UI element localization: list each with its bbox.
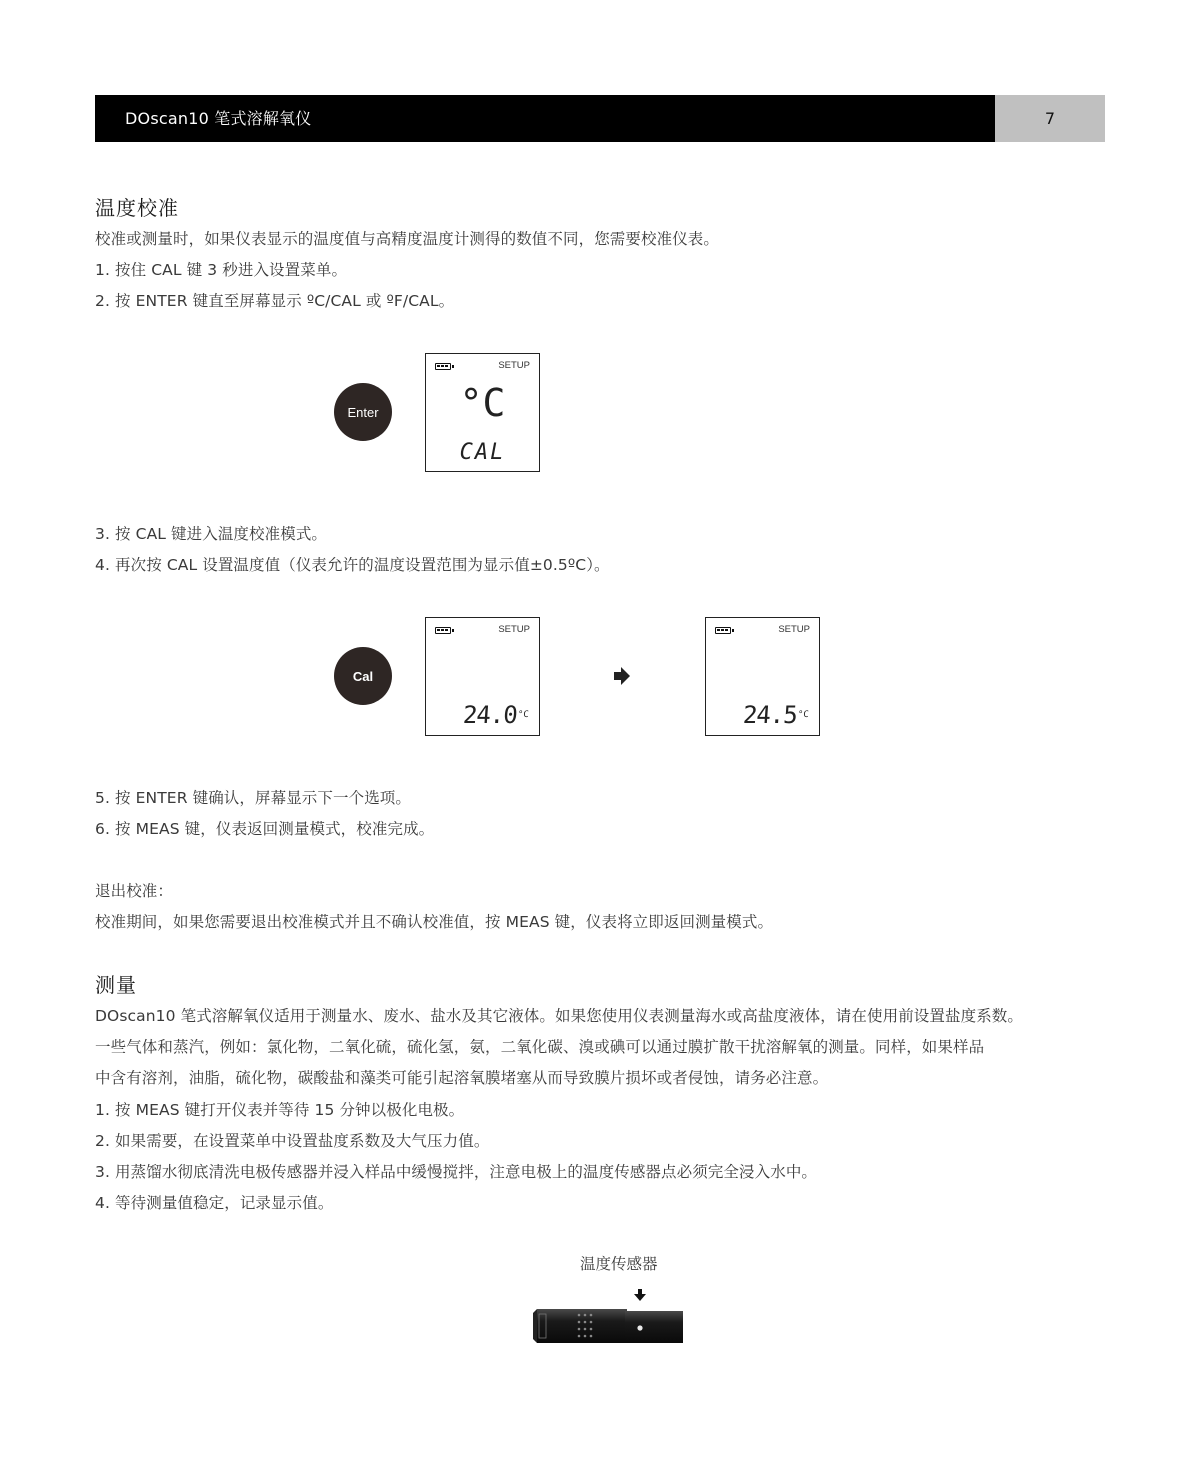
step-2: 2. 按 ENTER 键直至屏幕显示 ºC/CAL 或 ºF/CAL。 [95, 292, 455, 310]
battery-icon [435, 627, 451, 634]
enter-button-label: Enter [347, 404, 379, 420]
measure-step-3: 3. 用蒸馏水彻底清洗电极传感器并浸入样品中缓慢搅拌，注意电极上的温度传感器点必须完全浸入水中。 [95, 1163, 818, 1181]
document-title: DOscan10 笔式溶解氧仪 [95, 95, 995, 142]
temp-value: 24.0 [462, 701, 519, 729]
temp-unit: °C [517, 710, 530, 720]
battery-icon [435, 363, 451, 370]
lcd-unit-celsius: °C [459, 381, 506, 425]
battery-icon [715, 627, 731, 634]
measure-paragraph-line-3: 中含有溶剂，油脂，硫化物，碳酸盐和藻类可能引起溶氧膜堵塞从而导致膜片损坏或者侵蚀，请务必注意。 [95, 1069, 829, 1087]
lcd-mode-label: SETUP [498, 624, 530, 635]
lcd-temperature-value [742, 701, 810, 729]
step-3: 3. 按 CAL 键进入温度校准模式。 [95, 525, 328, 543]
section-heading-temp-calibration: 温度校准 [95, 196, 179, 220]
lcd-mode-label: SETUP [778, 624, 810, 635]
cal-button-illustration [334, 647, 392, 705]
exit-calibration-label: 退出校准： [95, 882, 174, 900]
enter-button-illustration [334, 383, 392, 441]
step-1: 1. 按住 CAL 键 3 秒进入设置菜单。 [95, 261, 348, 279]
cal-button-label: Cal [352, 668, 374, 684]
step-5: 5. 按 ENTER 键确认，屏幕显示下一个选项。 [95, 789, 411, 807]
electrode-probe-illustration [533, 1288, 685, 1346]
page-number: 7 [995, 95, 1105, 142]
down-arrow-icon [634, 1289, 646, 1301]
temperature-sensor-dot [637, 1325, 642, 1330]
lcd-temperature-value [462, 701, 530, 729]
measure-step-1: 1. 按 MEAS 键打开仪表并等待 15 分钟以极化电极。 [95, 1101, 465, 1119]
lcd-cal-text: CAL [459, 440, 506, 465]
lcd-mode-label: SETUP [498, 360, 530, 371]
lcd-display-before [425, 617, 540, 736]
temp-unit: °C [797, 710, 810, 720]
step-6: 6. 按 MEAS 键，仪表返回测量模式，校准完成。 [95, 820, 435, 838]
lcd-display-after [705, 617, 820, 736]
step-4: 4. 再次按 CAL 设置温度值（仪表允许的温度设置范围为显示值±0.5ºC）。 [95, 556, 610, 574]
measure-step-4: 4. 等待测量值稳定，记录显示值。 [95, 1194, 334, 1212]
right-arrow-icon [614, 667, 630, 685]
page-header [95, 95, 1105, 142]
measure-step-2: 2. 如果需要，在设置菜单中设置盐度系数及大气压力值。 [95, 1132, 490, 1150]
temp-value: 24.5 [742, 701, 799, 729]
measure-paragraph-line-2: 一些气体和蒸汽，例如：氯化物，二氧化硫，硫化氢，氨，二氧化碳、溴或碘可以通过膜扩散干扰溶解氧的测量。同样，如果样品 [95, 1038, 985, 1056]
section-heading-measurement: 测量 [95, 973, 137, 997]
intro-paragraph: 校准或测量时，如果仪表显示的温度值与高精度温度计测得的数值不同，您需要校准仪表。 [95, 230, 720, 248]
temperature-sensor-caption: 温度传感器 [580, 1255, 658, 1273]
exit-calibration-text: 校准期间，如果您需要退出校准模式并且不确认校准值，按 MEAS 键，仪表将立即返回测量模式。 [95, 913, 774, 931]
measure-paragraph-line-1: DOscan10 笔式溶解氧仪适用于测量水、废水、盐水及其它液体。如果您使用仪表测量海水或高盐度液体，请在使用前设置盐度系数。 [95, 1007, 1024, 1025]
lcd-display-setup-cal [425, 353, 540, 472]
